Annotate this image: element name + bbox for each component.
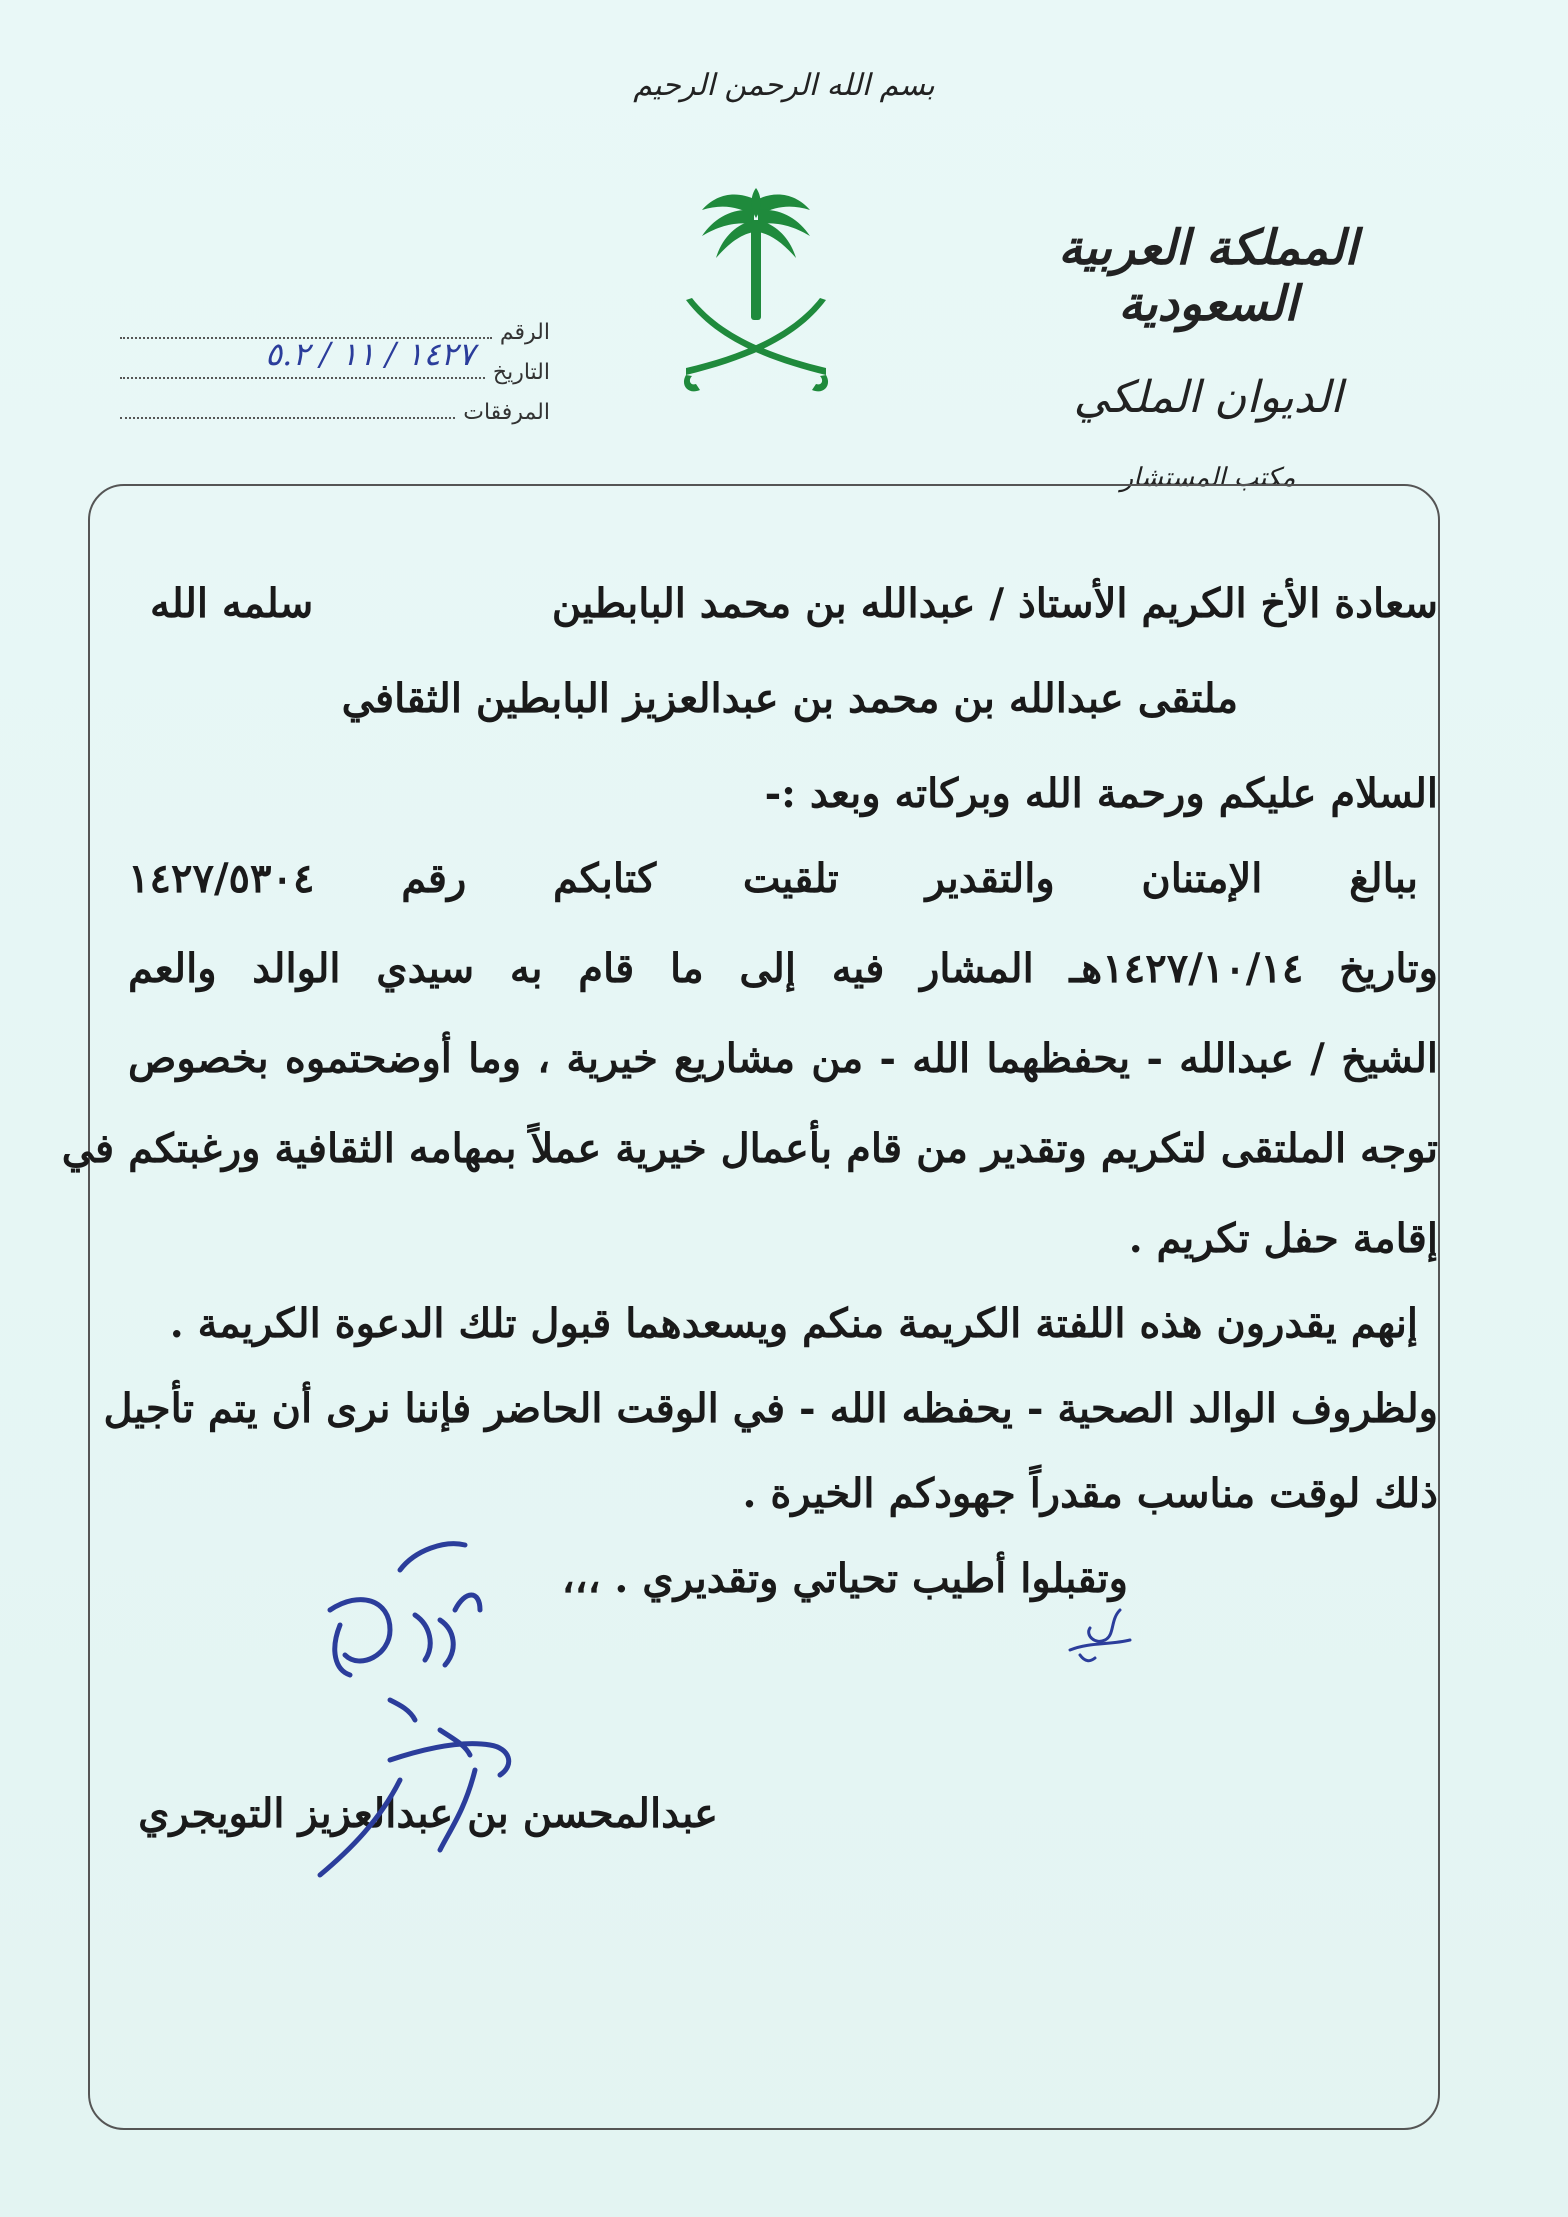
handwritten-signature-icon (240, 1530, 570, 1890)
kingdom-title: المملكة العربية السعودية (1058, 220, 1358, 332)
body-line: ذلك لوقت مناسب مقدراً جهودكم الخيرة . (742, 1470, 1438, 1517)
reference-date-line (120, 335, 485, 379)
advisor-office-title: مكتب المستشار (1120, 463, 1296, 493)
body-line: ولظروف الوالد الصحية - يحفظه الله - في الوقت الحاضر فإننا نرى أن يتم تأجيل (103, 1385, 1438, 1432)
reference-attachments-line (120, 397, 455, 419)
signer-name: عبدالمحسن بن عبدالعزيز التويجري (138, 1790, 718, 1837)
body-line: إنهم يقدرون هذه اللفتة الكريمة منكم ويسعدهما قبول تلك الدعوة الكريمة . (169, 1300, 1418, 1347)
palm-swords-emblem-icon (666, 180, 846, 400)
handwritten-initial-icon (1060, 1600, 1140, 1670)
basmala: بسم الله الرحمن الرحيم (633, 68, 935, 103)
body-line: الشيخ / عبدالله - يحفظهما الله - من مشاريع خيرية ، وما أوضحتموه بخصوص (128, 1035, 1438, 1082)
reference-date-row (120, 335, 550, 385)
royal-court-title: الديوان الملكي (1073, 372, 1343, 423)
greeting-line: السلام عليكم ورحمة الله وبركاته وبعد :- (764, 770, 1438, 817)
body-line: إقامة حفل تكريم . (1128, 1215, 1438, 1262)
reference-date-label: التاريخ (492, 360, 550, 385)
letterhead (998, 220, 1418, 493)
body-line: توجه الملتقى لتكريم وتقدير من قام بأعمال خيرية عملاً بمهامه الثقافية ورغبتكم في (61, 1125, 1438, 1172)
reference-block (120, 305, 550, 425)
reference-number-label: الرقم (499, 320, 550, 345)
reference-date-value: ١٤٢٧ / ١١ / ٥.٢ (264, 335, 475, 373)
body-line: ببالغ الإمتنان والتقدير تلقيت كتابكم رقم ١٤٢٧/٥٣٠٤ (128, 855, 1418, 902)
reference-attachments-label: المرفقات (463, 400, 550, 425)
organization-line: ملتقى عبدالله بن محمد بن عبدالعزيز البابطين الثقافي (341, 675, 1238, 722)
salutation: سلمه الله (150, 580, 314, 627)
addressee-line: سعادة الأخ الكريم الأستاذ / عبدالله بن محمد البابطين (551, 580, 1438, 627)
closing-line: وتقبلوا أطيب تحياتي وتقديري . ،،، (561, 1555, 1128, 1602)
reference-attachments-row (120, 385, 550, 425)
body-line: وتاريخ ١٤٢٧/١٠/١٤هـ المشار فيه إلى ما قام به سيدي الوالد والعم (128, 945, 1438, 992)
